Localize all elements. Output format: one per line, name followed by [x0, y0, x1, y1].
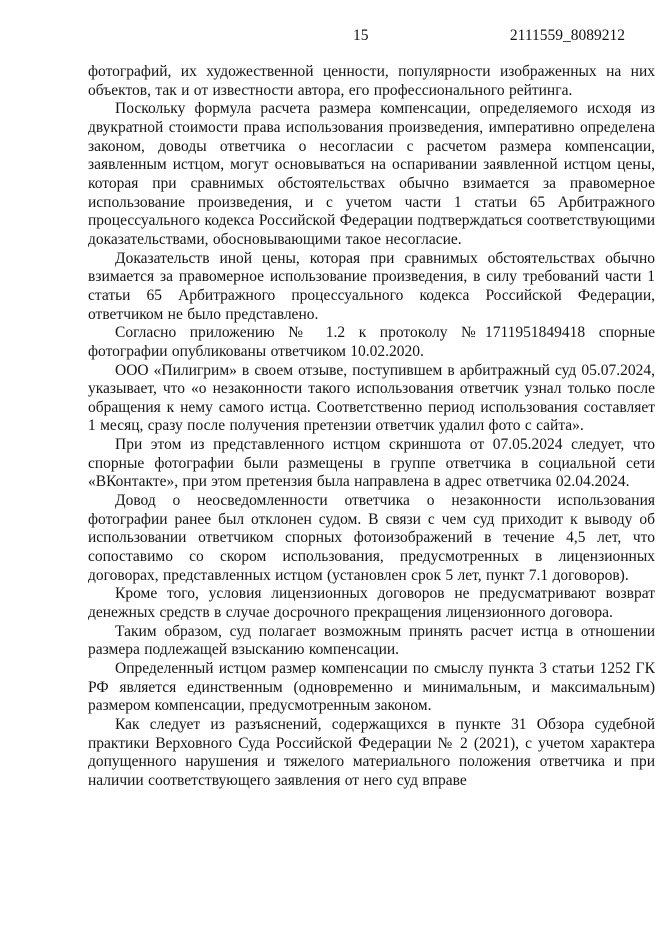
paragraph: Довод о неосведомленности ответчика о незаконности использования фотографии ранее был отклонен судом. В связи с чем суд приходит к выводу об использовании ответчиком спорных фотоизображений в течение 4,5 лет, что сопоставимо со скором использования, предусмотренных в лицензионных договорах, представленных истцом (установлен срок 5 лет, пункт 7.1 договоров).: [88, 492, 655, 584]
page-header: [88, 27, 655, 47]
paragraph: фотографий, их художественной ценности, популярности изображенных на них объектов, так и от известности автора, его профессионального рейтинга.: [88, 63, 655, 99]
paragraph: При этом из представленного истцом скриншота от 07.05.2024 следует, что спорные фотографии были размещены в группе ответчика в социальной сети «ВКонтакте», при этом претензия была направлена в адрес ответчика 02.04.2024.: [88, 436, 655, 491]
document-body: [88, 63, 655, 791]
paragraph: Доказательств иной цены, которая при сравнимых обстоятельствах обычно взимается за правомерное использование произведения, в силу требований части 1 статьи 65 Арбитражного процессуального кодекса Российской Федерации, ответчиком не было представлено.: [88, 249, 655, 323]
paragraph: Кроме того, условия лицензионных договоров не предусматривают возврат денежных средств в случае досрочного прекращения лицензионного договора.: [88, 585, 655, 622]
paragraph: Поскольку формула расчета размера компенсации, определяемого исходя из двукратной стоимости права использования произведения, императивно определена законом, доводы ответчика о несогласии с расчетом размера компенсации, заявленным истцом, могут основываться на оспаривании заявленной истцом цены, которая при сравнимых обстоятельствах обычно взимается за правомерное использование произведения, и с учетом части 1 статьи 65 Арбитражного процессуального кодекса Российской Федерации подтверждаться соответствующими доказательствами, обосновывающими такое несогласие.: [88, 100, 655, 248]
paragraph: ООО «Пилигрим» в своем отзыве, поступившем в арбитражный суд 05.07.2024, указывает, что «о незаконности такого использования ответчик узнал только после обращения к нему самого истца. Соответственно период использования составляет 1 месяц, сразу после получения претензии ответчик удалил фото с сайта».: [88, 361, 655, 435]
document-id: 2111559_8089212: [509, 27, 625, 44]
paragraph: Как следует из разъяснений, содержащихся в пункте 31 Обзора судебной практики Верховного Суда Российской Федерации № 2 (2021), с учетом характера допущенного нарушения и тяжелого материального положения ответчика и при наличии соответствующего заявления от него суд вправе: [88, 715, 655, 789]
paragraph: Определенный истцом размер компенсации по смыслу пункта 3 статьи 1252 ГК РФ является единственным (одновременно и минимальным, и максимальным) размером компенсации, предусмотренным законом.: [88, 660, 655, 715]
paragraph: Таким образом, суд полагает возможным принять расчет истца в отношении размера подлежащей взысканию компенсации.: [88, 622, 655, 659]
paragraph: Согласно приложению № 1.2 к протоколу №1711951849418 спорные фотографии опубликованы ответчиком 10.02.2020.: [88, 324, 655, 360]
page-number: 15: [353, 27, 369, 44]
